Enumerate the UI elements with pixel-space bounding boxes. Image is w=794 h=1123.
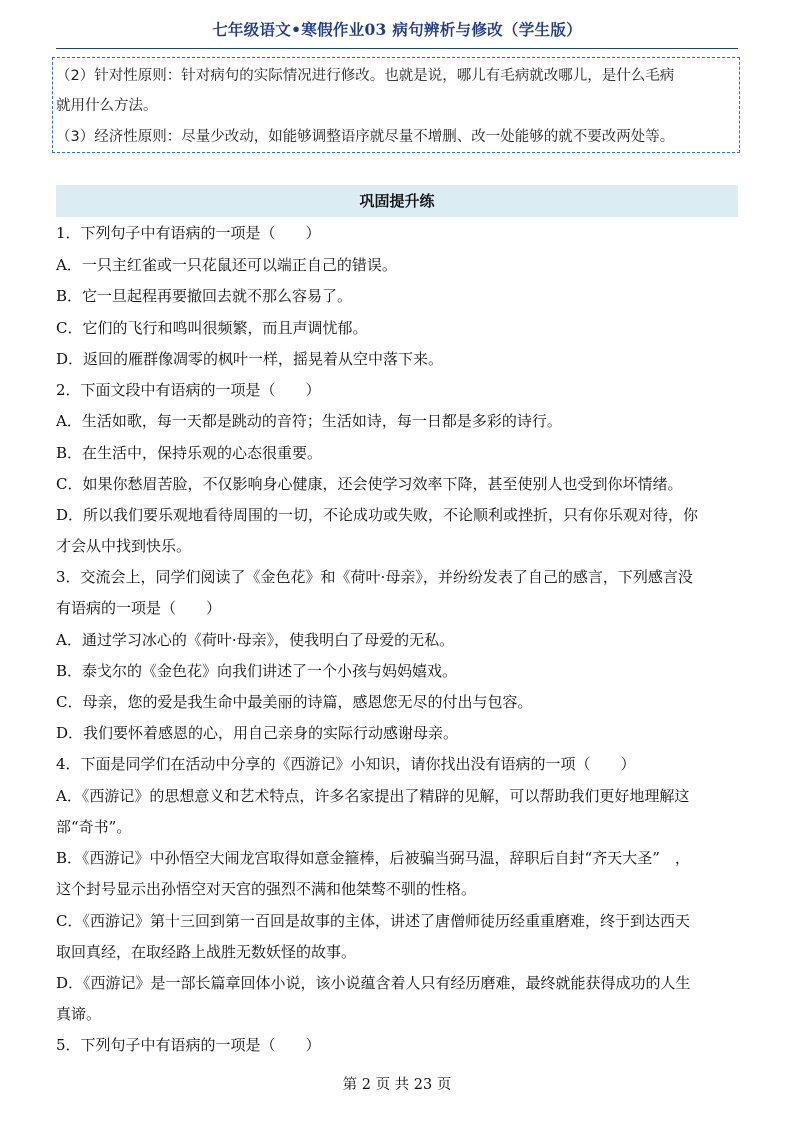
page-header-title: 七年级语文•寒假作业03 病句辨析与修改（学生版） [212,20,582,39]
question-line: C．如果你愁眉苦脸，不仅影响身心健康，还会使学习效率下降，甚至使别人也受到你坏情绪。 [56,475,683,493]
question-line: D．我们要怀着感恩的心，用自己亲身的实际行动感谢母亲。 [56,724,459,742]
question-line: B．它一旦起程再要撤回去就不那么容易了。 [56,287,353,305]
question-line: C．母亲，您的爱是我生命中最美丽的诗篇，感恩您无尽的付出与包容。 [56,693,533,711]
question-line: 5．下列句子中有语病的一项是（ ） [56,1036,321,1054]
question-line: 部“奇书”。 [56,818,132,836]
question-line: A．通过学习冰心的《荷叶·母亲》，使我明白了母爱的无私。 [56,631,455,649]
question-line: 取回真经，在取经路上战胜无数妖怪的故事。 [56,943,357,961]
question-line: 2．下面文段中有语病的一项是（ ） [56,381,321,399]
question-line: C．它们的飞行和鸣叫很频繁，而且声调忧郁。 [56,319,368,337]
question-line: C．《西游记》第十三回到第一百回是故事的主体，讲述了唐僧师徒历经重重磨难，终于到达西天 [56,912,690,930]
note-line: （2）针对性原则：针对病句的实际情况进行修改。也就是说，哪儿有毛病就改哪儿，是什么毛病 [56,68,675,84]
question-line: D．《西游记》是一部长篇章回体小说，该小说蕴含着人只有经历磨难，最终就能获得成功的人生 [56,974,691,992]
question-line: B．在生活中，保持乐观的心态很重要。 [56,444,323,462]
question-line: 3．交流会上，同学们阅读了《金色花》和《荷叶·母亲》，并纷纷发表了自己的感言，下列感言没 [56,568,693,586]
note-line: （3）经济性原则：尽量少改动，如能够调整语序就尽量不增删、改一处能够的就不要改两处等。 [56,129,675,145]
question-line: 才会从中找到快乐。 [56,537,192,555]
question-line: 4．下面是同学们在活动中分享的《西游记》小知识，请你找出没有语病的一项（ ） [56,755,636,773]
header-divider [56,48,738,49]
question-line: D．所以我们要乐观地看待周围的一切，不论成功或失败，不论顺利或挫折，只有你乐观对待，你 [56,506,699,524]
question-line: A．生活如歌，每一天都是跳动的音符；生活如诗，每一日都是多彩的诗行。 [56,412,562,430]
question-line: 真谛。 [56,1005,102,1023]
note-line: 就用什么方法。 [56,98,158,114]
question-line: A．一只主红雀或一只花鼠还可以端正自己的错误。 [56,256,397,274]
page-number-footer: 第 2 页 共 23 页 [342,1077,452,1093]
question-line: B．《西游记》中孙悟空大闹龙宫取得如意金箍棒，后被骗当弼马温，辞职后自封“齐天大圣” ， [56,849,690,867]
question-line: 1．下列句子中有语病的一项是（ ） [56,224,321,242]
question-line: 有语病的一项是（ ） [56,599,222,617]
question-line: 这个封号显示出孙悟空对天宫的强烈不满和他桀骜不驯的性格。 [56,880,477,898]
question-line: D．返回的雁群像凋零的枫叶一样，摇晃着从空中落下来。 [56,350,444,368]
question-line: B．泰戈尔的《金色花》向我们讲述了一个小孩与妈妈嬉戏。 [56,662,458,680]
question-line: A．《西游记》的思想意义和艺术特点，许多名家提出了精辟的见解，可以帮助我们更好地理解这 [56,787,690,805]
section-title-bar: 巩固提升练 [56,185,738,217]
